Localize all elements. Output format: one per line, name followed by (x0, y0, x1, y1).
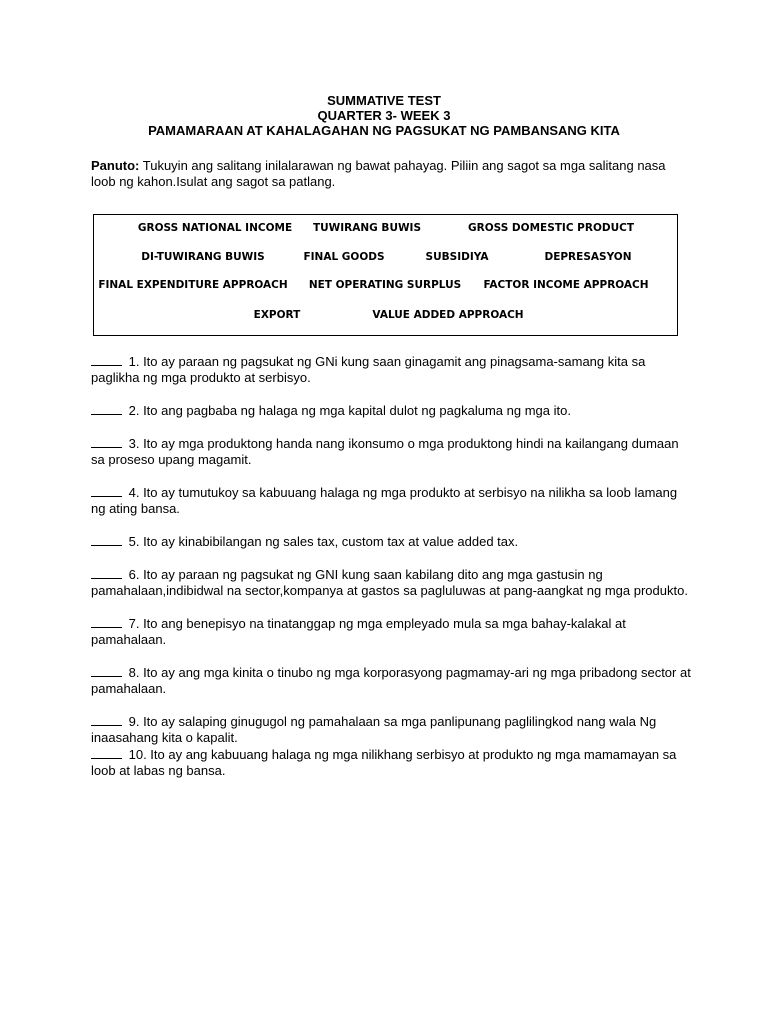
word-choice: VALUE ADDED APPROACH (372, 309, 524, 321)
question-item (91, 436, 691, 468)
question-item (91, 616, 691, 648)
answer-blank[interactable] (91, 354, 122, 366)
quarter-week: QUARTER 3- WEEK 3 (317, 108, 451, 123)
question-text: 7. Ito ang benepisyo na tinatanggap ng mga empleyado mula sa mga bahay-kalakal at pamahalaan. (91, 616, 626, 647)
word-choice: GROSS DOMESTIC PRODUCT (467, 222, 635, 234)
instructions (91, 158, 691, 190)
question-text: 9. Ito ay salaping ginugugol ng pamahalaan sa mga panlipunang paglilingkod nang wala Ng inaasahang kita o kapalit. (91, 714, 657, 745)
question-item (91, 403, 691, 419)
question-item (91, 567, 691, 599)
word-choice: EXPORT (253, 309, 301, 321)
word-choice: GROSS NATIONAL INCOME (137, 222, 293, 234)
answer-blank[interactable] (91, 714, 122, 726)
answer-blank[interactable] (91, 485, 122, 497)
answer-blank[interactable] (91, 567, 122, 579)
answer-blank[interactable] (91, 534, 122, 546)
question-text: 5. Ito ay kinabibilangan ng sales tax, custom tax at value added tax. (125, 534, 519, 549)
answer-blank[interactable] (91, 747, 122, 759)
word-choice: FACTOR INCOME APPROACH (483, 279, 649, 291)
word-choice: TUWIRANG BUWIS (312, 222, 422, 234)
question-text: 1. Ito ay paraan ng pagsukat ng GNi kung saan ginagamit ang pinagsama-samang kita sa paglikha ng mga produkto at serbisyo. (91, 354, 646, 385)
answer-blank[interactable] (91, 616, 122, 628)
question-text: 2. Ito ang pagbaba ng halaga ng mga kapital dulot ng pagkaluma ng mga ito. (125, 403, 571, 418)
question-item (91, 354, 691, 386)
word-choice: SUBSIDIYA (425, 251, 489, 263)
word-choice: DEPRESASYON (544, 251, 632, 263)
instructions-label: Panuto: (91, 158, 140, 173)
question-item (91, 714, 691, 746)
answer-blank[interactable] (91, 403, 122, 415)
question-item (91, 665, 691, 697)
word-choice: FINAL EXPENDITURE APPROACH (98, 279, 288, 291)
question-text: 3. Ito ay mga produktong handa nang ikonsumo o mga produktong hindi na kailangang dumaan sa proseso upang magamit. (91, 436, 679, 467)
word-choice: FINAL GOODS (303, 251, 385, 263)
question-item (91, 747, 691, 779)
question-item (91, 534, 691, 550)
answer-blank[interactable] (91, 436, 122, 448)
instructions-text: Tukuyin ang salitang inilalarawan ng bawat pahayag. Piliin ang sagot sa mga salitang nasa loob ng kahon.Isulat ang sagot sa patlang. (91, 158, 666, 189)
question-text: 6. Ito ay paraan ng pagsukat ng GNI kung saan kabilang dito ang mga gastusin ng pamahalaan,indibidwal na sector,kompanya at gastos sa pagluluwas at pang-aangkat ng mga produkto. (91, 567, 688, 598)
word-choice: NET OPERATING SURPLUS (308, 279, 462, 291)
question-item (91, 485, 691, 517)
question-list (91, 354, 691, 796)
word-box (93, 214, 678, 336)
test-title: SUMMATIVE TEST (327, 93, 441, 108)
answer-blank[interactable] (91, 665, 122, 677)
topic-title: PAMAMARAAN AT KAHALAGAHAN NG PAGSUKAT NG PAMBANSANG KITA (148, 123, 620, 138)
document-header (0, 93, 768, 138)
question-text: 10. Ito ay ang kabuuang halaga ng mga nilikhang serbisyo at produkto ng mga mamamayan sa loob at labas ng bansa. (91, 747, 677, 778)
word-choice: DI-TUWIRANG BUWIS (141, 251, 265, 263)
question-text: 4. Ito ay tumutukoy sa kabuuang halaga ng mga produkto at serbisyo na nilikha sa loob lamang ng ating bansa. (91, 485, 678, 516)
question-text: 8. Ito ay ang mga kinita o tinubo ng mga korporasyong pagmamay-ari ng mga pribadong sector at pamahalaan. (91, 665, 691, 696)
